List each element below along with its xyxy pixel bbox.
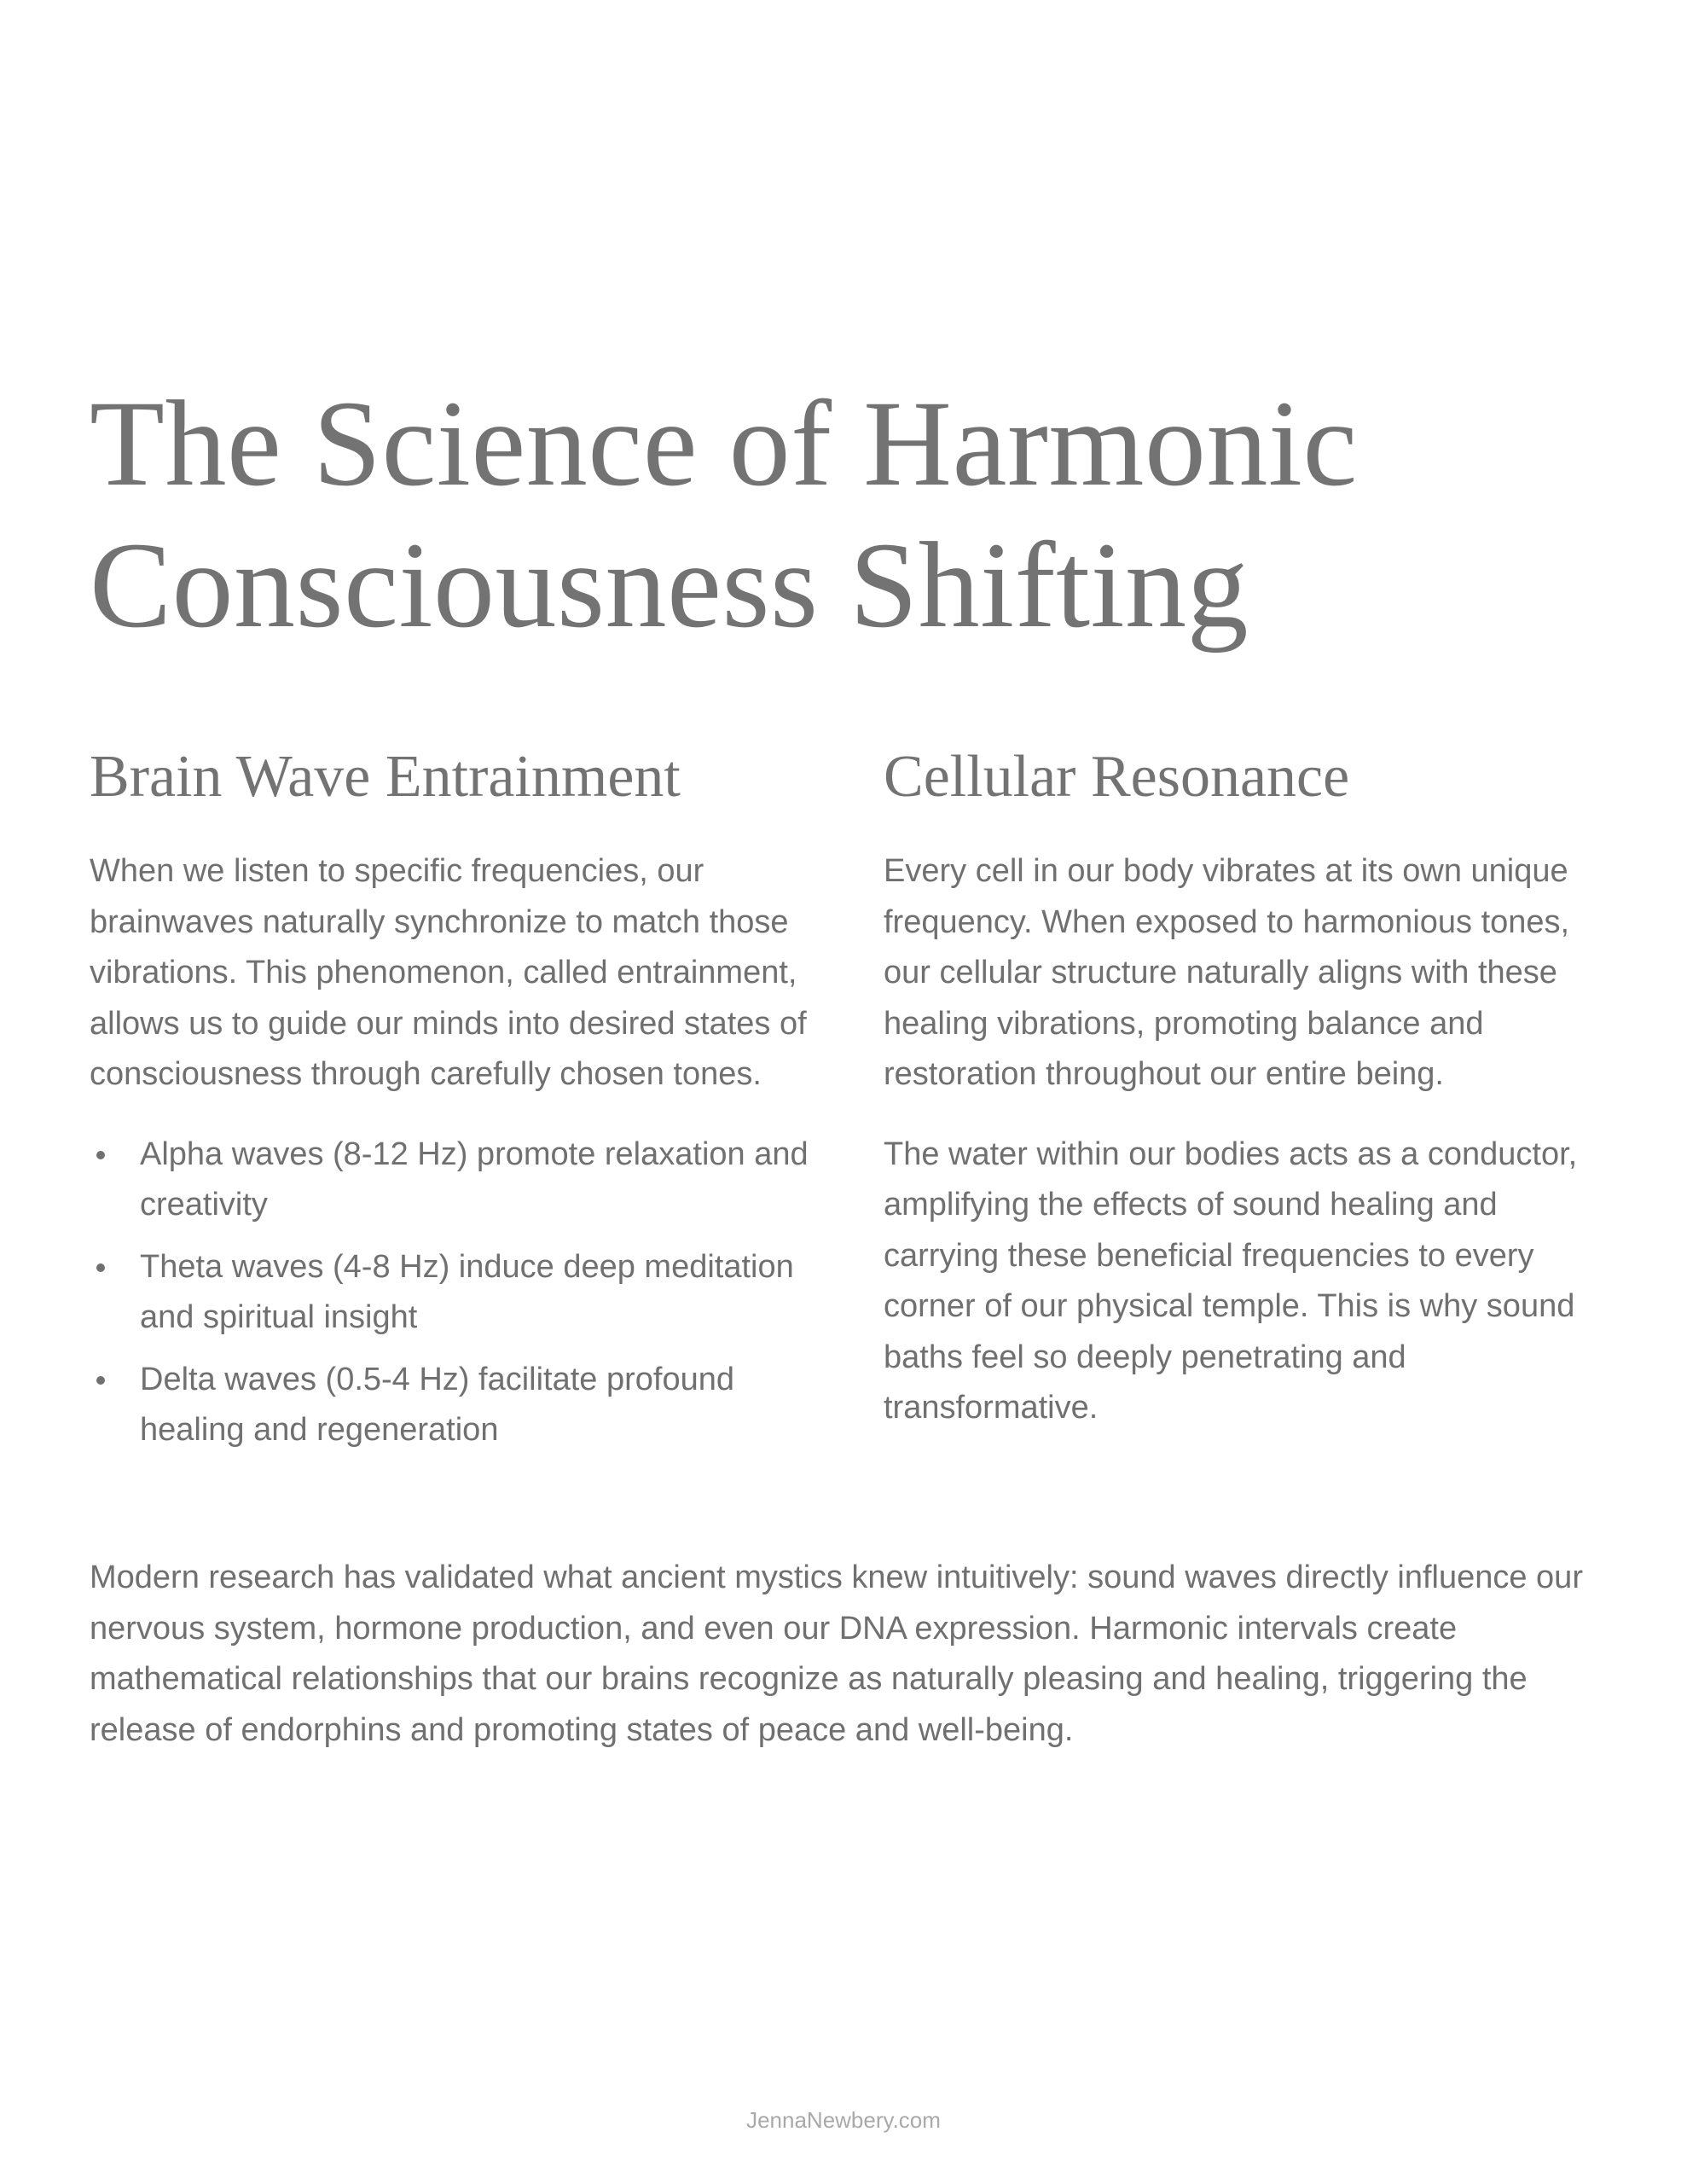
list-item-text: Theta waves (4-8 Hz) induce deep meditation and spiritual insight (140, 1248, 794, 1335)
list-item (90, 1130, 815, 1231)
bullet-icon (96, 1151, 105, 1159)
brain-wave-list (90, 1130, 815, 1456)
section-heading-cellular: Cellular Resonance (884, 744, 1350, 810)
list-item (90, 1355, 815, 1456)
list-item-text: Alpha waves (8-12 Hz) promote relaxation and creativity (140, 1136, 809, 1223)
footer-website: JennaNewbery.com (746, 2107, 941, 2133)
section-heading-brain-wave: Brain Wave Entrainment (90, 744, 681, 810)
list-item-text: Delta waves (0.5-4 Hz) facilitate profound healing and regeneration (140, 1361, 734, 1448)
closing-paragraph: Modern research has validated what ancient mystics knew intuitively: sound waves directly influence our nervous system, hormone production, and even our DNA expression. Harmonic intervals create mathematical relationships that our brains recognize as naturally pleasing and healing, triggering the release of endorphins and promoting states of peace and well-being. (90, 1560, 1583, 1748)
brain-wave-paragraph: When we listen to specific frequencies, our brainwaves naturally synchronize to match those vibrations. This phenomenon, called entrainment, allows us to guide our minds into desired states of consciousness through carefully chosen tones. (90, 853, 807, 1092)
brain-wave-entrainment-section (90, 741, 815, 1467)
bullet-icon (96, 1376, 105, 1385)
cellular-paragraph-1: Every cell in our body vibrates at its own unique frequency. When exposed to harmonious tones, our cellular structure naturally aligns with these healing vibrations, promoting balance and restoration throughout our entire being. (884, 853, 1570, 1092)
cellular-paragraph-2: The water within our bodies acts as a conductor, amplifying the effects of sound healing and carrying these beneficial frequencies to every corner of our physical temple. This is why sound baths feel so deeply penetrating and transformative. (884, 1136, 1578, 1426)
page-title: The Science of Harmonic Consciousness Shifting (90, 376, 1358, 653)
bullet-icon (96, 1263, 105, 1272)
list-item (90, 1242, 815, 1344)
cellular-resonance-section (884, 741, 1609, 1463)
